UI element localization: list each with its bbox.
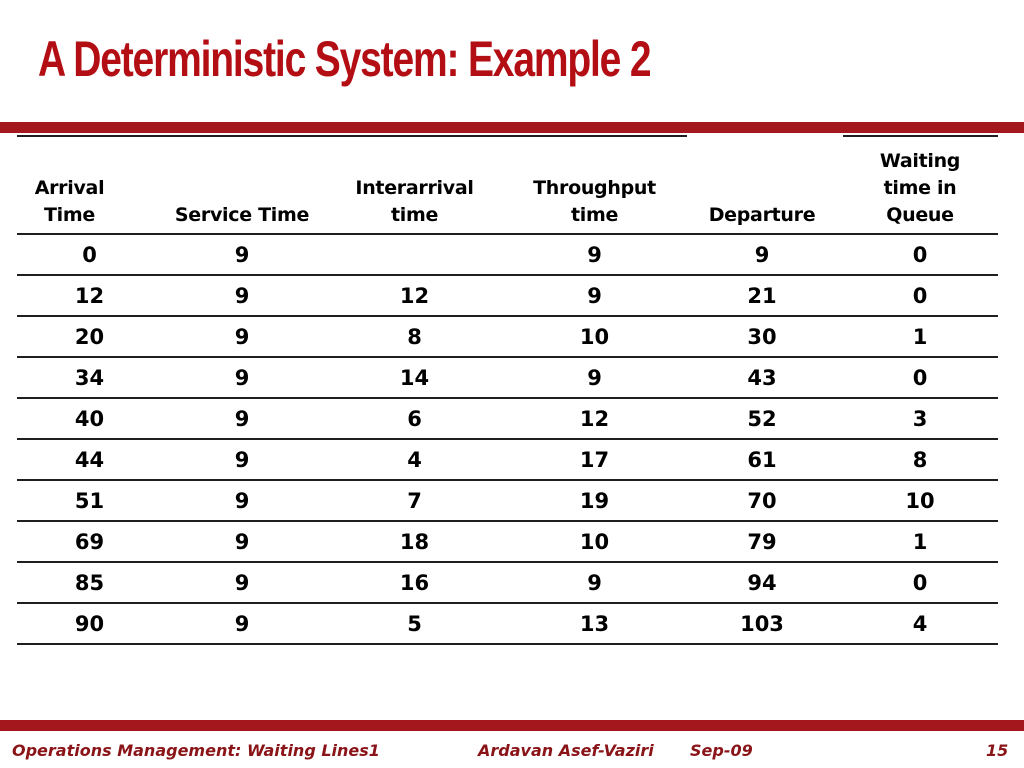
cell-departure: 70 — [682, 480, 842, 521]
page-number: 15 — [986, 741, 1009, 760]
cell-service-time: 9 — [162, 521, 322, 562]
cell-departure: 79 — [682, 521, 842, 562]
title-divider-bar — [0, 122, 1024, 133]
cell-arrival: 90 — [17, 603, 162, 644]
cell-service-time: 9 — [162, 398, 322, 439]
cell-service-time: 9 — [162, 234, 322, 275]
table-row — [17, 275, 998, 316]
cell-throughput: 10 — [507, 316, 682, 357]
cell-arrival: 85 — [17, 562, 162, 603]
column-header-departure: Departure — [682, 137, 842, 234]
cell-interarrival — [322, 234, 507, 275]
column-header-service-time: Service Time — [162, 137, 322, 234]
cell-departure: 43 — [682, 357, 842, 398]
cell-arrival: 40 — [17, 398, 162, 439]
cell-departure: 52 — [682, 398, 842, 439]
cell-departure: 103 — [682, 603, 842, 644]
cell-arrival: 0 — [17, 234, 162, 275]
cell-service-time: 9 — [162, 316, 322, 357]
cell-throughput: 9 — [507, 357, 682, 398]
cell-service-time: 9 — [162, 603, 322, 644]
table-row — [17, 603, 998, 644]
table-row — [17, 398, 998, 439]
slide-title: A Deterministic System: Example 2 — [38, 31, 651, 87]
cell-interarrival: 7 — [322, 480, 507, 521]
cell-interarrival: 18 — [322, 521, 507, 562]
cell-waiting-time: 0 — [842, 234, 998, 275]
cell-throughput: 10 — [507, 521, 682, 562]
cell-departure: 9 — [682, 234, 842, 275]
cell-arrival: 69 — [17, 521, 162, 562]
cell-waiting-time: 1 — [842, 316, 998, 357]
table-body — [17, 234, 998, 644]
cell-arrival: 51 — [17, 480, 162, 521]
cell-throughput: 12 — [507, 398, 682, 439]
column-header-arrival-time: Arrival Time — [17, 137, 162, 234]
cell-waiting-time: 0 — [842, 562, 998, 603]
cell-service-time: 9 — [162, 357, 322, 398]
cell-interarrival: 4 — [322, 439, 507, 480]
table-row — [17, 562, 998, 603]
cell-interarrival: 12 — [322, 275, 507, 316]
footer-divider-bar — [0, 720, 1024, 731]
cell-throughput: 19 — [507, 480, 682, 521]
cell-departure: 61 — [682, 439, 842, 480]
table-row — [17, 521, 998, 562]
cell-interarrival: 6 — [322, 398, 507, 439]
cell-interarrival: 8 — [322, 316, 507, 357]
footer-date: Sep-09 — [690, 741, 753, 760]
cell-waiting-time: 0 — [842, 357, 998, 398]
table-row — [17, 316, 998, 357]
cell-throughput: 17 — [507, 439, 682, 480]
cell-service-time: 9 — [162, 480, 322, 521]
column-header-waiting-time: Waiting time in Queue — [842, 137, 998, 234]
cell-service-time: 9 — [162, 439, 322, 480]
cell-throughput: 9 — [507, 562, 682, 603]
cell-throughput: 9 — [507, 234, 682, 275]
cell-arrival: 44 — [17, 439, 162, 480]
table-row — [17, 234, 998, 275]
cell-departure: 94 — [682, 562, 842, 603]
table-row — [17, 439, 998, 480]
cell-departure: 21 — [682, 275, 842, 316]
footer-author: Ardavan Asef-Vaziri — [478, 741, 654, 760]
table-row — [17, 480, 998, 521]
cell-arrival: 12 — [17, 275, 162, 316]
column-header-interarrival-time: Interarrival time — [322, 137, 507, 234]
table-header-row — [17, 137, 998, 234]
cell-waiting-time: 4 — [842, 603, 998, 644]
cell-waiting-time: 8 — [842, 439, 998, 480]
cell-arrival: 34 — [17, 357, 162, 398]
cell-interarrival: 14 — [322, 357, 507, 398]
cell-waiting-time: 3 — [842, 398, 998, 439]
table-row — [17, 357, 998, 398]
cell-throughput: 9 — [507, 275, 682, 316]
cell-waiting-time: 10 — [842, 480, 998, 521]
footer-course: Operations Management: Waiting Lines1 — [12, 741, 380, 760]
cell-interarrival: 16 — [322, 562, 507, 603]
cell-service-time: 9 — [162, 275, 322, 316]
cell-departure: 30 — [682, 316, 842, 357]
cell-arrival: 20 — [17, 316, 162, 357]
cell-waiting-time: 0 — [842, 275, 998, 316]
column-header-throughput-time: Throughput time — [507, 137, 682, 234]
cell-service-time: 9 — [162, 562, 322, 603]
cell-waiting-time: 1 — [842, 521, 998, 562]
cell-interarrival: 5 — [322, 603, 507, 644]
queue-simulation-table — [17, 137, 998, 645]
cell-throughput: 13 — [507, 603, 682, 644]
